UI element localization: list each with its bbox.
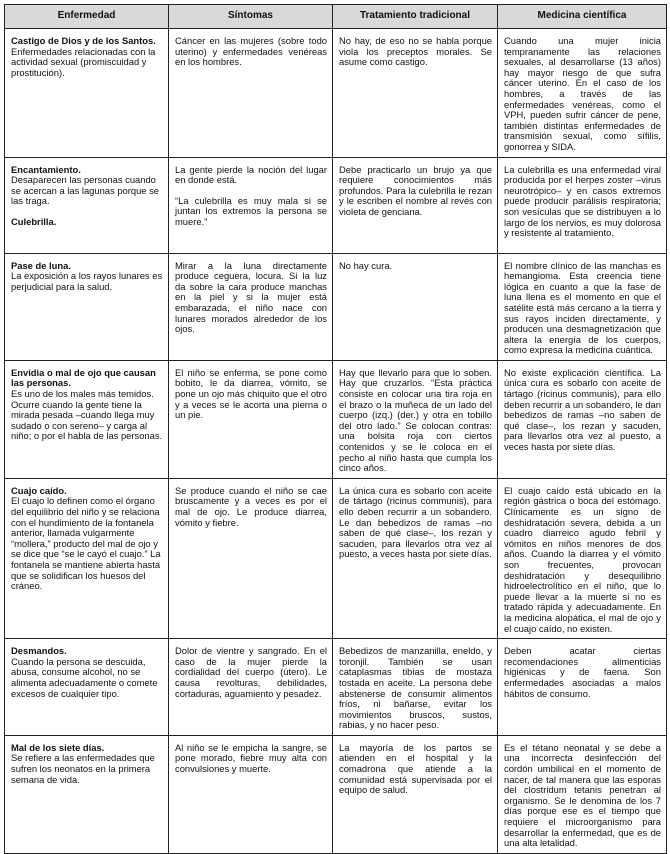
diseases-table	[4, 4, 667, 854]
table-row	[5, 360, 667, 478]
disease-cell	[5, 253, 169, 360]
symptoms-cell	[169, 157, 333, 253]
disease-cell	[5, 29, 169, 158]
header-enfermedad: Enfermedad	[5, 5, 169, 29]
science-cell: Cuando una mujer inicia tempranamente las relaciones sexuales, al desarrollarse (13 años) hay mayor riesgo de que sufra cáncer uterino. En el caso de los hombres, a través de las enfermedades venéreas, como el VPH, pueden sufrir cáncer de pene, también distintas enfermedades de transmisión sexual, como sífilis, gonorrea y SIDA.	[498, 29, 667, 158]
disease-description: Desaparecen las personas cuando se acercan a las lagunas porque se las traga.	[11, 174, 160, 207]
symptoms-cell: Se produce cuando el niño se cae bruscamente y a veces es por el mal de ojo. Le produce diarrea, vómito y fiebre.	[169, 478, 333, 638]
symptoms-quote: “La culebrilla es muy mala si se juntan los extremos la persona se muere.”	[175, 194, 327, 227]
table-row	[5, 157, 667, 253]
symptoms-cell: Mirar a la luna directamente produce ceguera, locura. Si la luz da sobre la cara produce manchas en la piel y si la mujer está embarazada, el niño nace con lunares morados alrededor de los ojos.	[169, 253, 333, 360]
symptoms-cell: Al niño se le empicha la sangre, se pone morado, fiebre muy alta con convulsiones y muerte.	[169, 735, 333, 853]
treatment-cell: Hay que llevarlo para que lo soben. Hay que cruzarlos. “Esta práctica consiste en colocar una tira roja en el brazo o la muñeca de un lado del cuerpo (izq.) (der.) y otra en tobillo del otro lado.” Se colocan contras: una bolsita roja con ciertos contenidos y se le coloca en el pecho al niño hasta que cumpla los cinco años.	[333, 360, 498, 478]
table-row	[5, 253, 667, 360]
disease-name: Pase de luna.	[11, 259, 71, 271]
disease-name: Cuajo caído.	[11, 484, 67, 496]
treatment-cell: La única cura es sobarlo con aceite de tártago (ricinus communis), para ello deben recurrir a un sobandero. Le dan bebedizos de ramas –no saben de qué clase–, los rezan y sacuden, para llevarlos otra vez al puesto, a veces hasta por siete días.	[333, 478, 498, 638]
disease-name: Encantamiento.	[11, 163, 81, 175]
disease-cell	[5, 639, 169, 736]
table-row	[5, 29, 667, 158]
symptoms-cell: Cáncer en las mujeres (sobre todo uterino) y enfermedades venéreas en los hombres.	[169, 29, 333, 158]
disease-cell	[5, 478, 169, 638]
treatment-cell: Bebedizos de manzanilla, eneldo, y toronjil. También se usan cataplasmas tibias de mostaza tostada en aceite. La persona debe abstenerse de consumir alimentos fríos, ni bañarse, evitar los movimientos bruscos, sustos, rabias, y no hacer peso.	[333, 639, 498, 736]
treatment-cell: No hay cura.	[333, 253, 498, 360]
disease-name: Castigo de Dios y de los Santos.	[11, 35, 156, 46]
treatment-cell: La mayoría de los partos se atienden en el hospital y la comadrona que atiende a la comunidad está supervisada por el equipo de salud.	[333, 735, 498, 853]
disease-description: Cuando la persona se descuida, abusa, consume alcohol, no se alimenta adecuadamente o comete excesos de cualquier tipo.	[11, 655, 158, 699]
science-cell: Deben acatar ciertas recomendaciones alimenticias higiénicas y de faena. Son enfermedades asociadas a malos hábitos de consumo.	[498, 639, 667, 736]
treatment-cell: No hay, de eso no se habla porque viola los preceptos morales. Se asume como castigo.	[333, 29, 498, 158]
science-cell: El nombre clínico de las manchas es hemangioma. Esta creencia tiene lógica en cuanto a que la fase de luna llena es el momento en que el satélite está más cercano a la tierra y sus rayos inciden directamente, y producen una desmagnetización que altera la energía de los cuerpos, como expresa la medicina cuántica.	[498, 253, 667, 360]
table-row	[5, 735, 667, 853]
symptoms-text: La gente pierde la noción del lugar en donde está.	[175, 163, 327, 186]
disease-name: Envidia o mal de ojo que causan las personas.	[11, 366, 156, 389]
header-medicina: Medicina científica	[498, 5, 667, 29]
disease-description: Se refiere a las enfermedades que sufren los neonatos en la primera semana de vida.	[11, 752, 155, 785]
disease-name: Mal de los siete días.	[11, 741, 105, 753]
disease-description: La exposición a los rayos lunares es perjudicial para la salud.	[11, 270, 163, 292]
disease-description: Es uno de los males más temidos. Ocurre cuando la gente tiene la mirada pesada –cuando llega muy sudado o con sereno– y carga al niño; o por el habla de las personas.	[11, 388, 163, 442]
science-cell: Es el tétano neonatal y se debe a una incorrecta desinfección del cordón umbilical en el momento de nacer, de tal manera que las esporas del clostridum tetanis penetran al organismo. Se le denomina de los 7 días porque ese es el tiempo que requiere el microorganismo para desarrollar la enfermedad, que es de una alta letalidad.	[498, 735, 667, 853]
table-row	[5, 478, 667, 638]
science-cell: El cuajo caído está ubicado en la región gástrica o boca del estómago. Clínicamente es un signo de deshidratación severa, debida a un cuadro diarreico agudo febril y vómitos en niños menores de dos años. Cuando la diarrea y el vómito son frecuentes, provocan deshidratación y desequilibrio hidroelectrolítico en el niño, que lo puede llevar a la muerte si no es tratado rápida y adecuadamente. En la medicina alopática, el mal de ojo y el cuajo caído, no existen.	[498, 478, 667, 638]
disease-description: Enfermedades relacionadas con la actividad sexual (promiscuidad y prostitución).	[11, 45, 156, 78]
treatment-cell: Debe practicarlo un brujo ya que requiere conocimientos más profundos. Para la culebrilla le rezan y le escriben el nombre al revés con violeta de genciana.	[333, 157, 498, 253]
symptoms-cell: Dolor de vientre y sangrado. En el caso de la mujer pierde la cordialidad del cuerpo (útero). Le causa revolturas, debilidades, cortaduras, aguamiento y pesadez.	[169, 639, 333, 736]
science-cell: La culebrilla es una enfermedad viral producida por el herpes zoster –virus neurotrópico– y en casos extremos puede producir parálisis respiratoria; son vesículas que se distribuyen a lo largo de los nervios, es muy dolorosa y resistente al tratamiento.	[498, 157, 667, 253]
disease-name: Desmandos.	[11, 645, 67, 657]
disease-cell	[5, 157, 169, 253]
disease-cell	[5, 360, 169, 478]
science-cell: No existe explicación científica. La única cura es sobarlo con aceite de tártago (ricinus communis), para ello deben recurrir a un sobandero, le dan bebedizos de ramas –no saben de qué clase–, los rezan y sacuden, para llevarlos otra vez al puesto, a veces hasta por siete días.	[498, 360, 667, 478]
symptoms-cell: El niño se enferma, se pone como bobito, le da diarrea, vómito, se pone un ojo más chiquito que el otro y a veces se le acorta una pierna o un pie.	[169, 360, 333, 478]
header-tratamiento: Tratamiento tradicional	[333, 5, 498, 29]
table-row	[5, 639, 667, 736]
disease-extra-name: Culebrilla.	[11, 215, 57, 227]
disease-cell	[5, 735, 169, 853]
disease-description: El cuajo lo definen como el órgano del equilibrio del niño y se relaciona con el hundimiento de la fontanela anterior, llamada vulgarmente “mollera,” producto del mal de ojo y se dice que “se le cayó el cuajo.” La fontanela se mantiene abierta hasta que se solidifican los huesos del cráneo.	[11, 495, 161, 592]
header-sintomas: Síntomas	[169, 5, 333, 29]
header-row	[5, 5, 667, 29]
